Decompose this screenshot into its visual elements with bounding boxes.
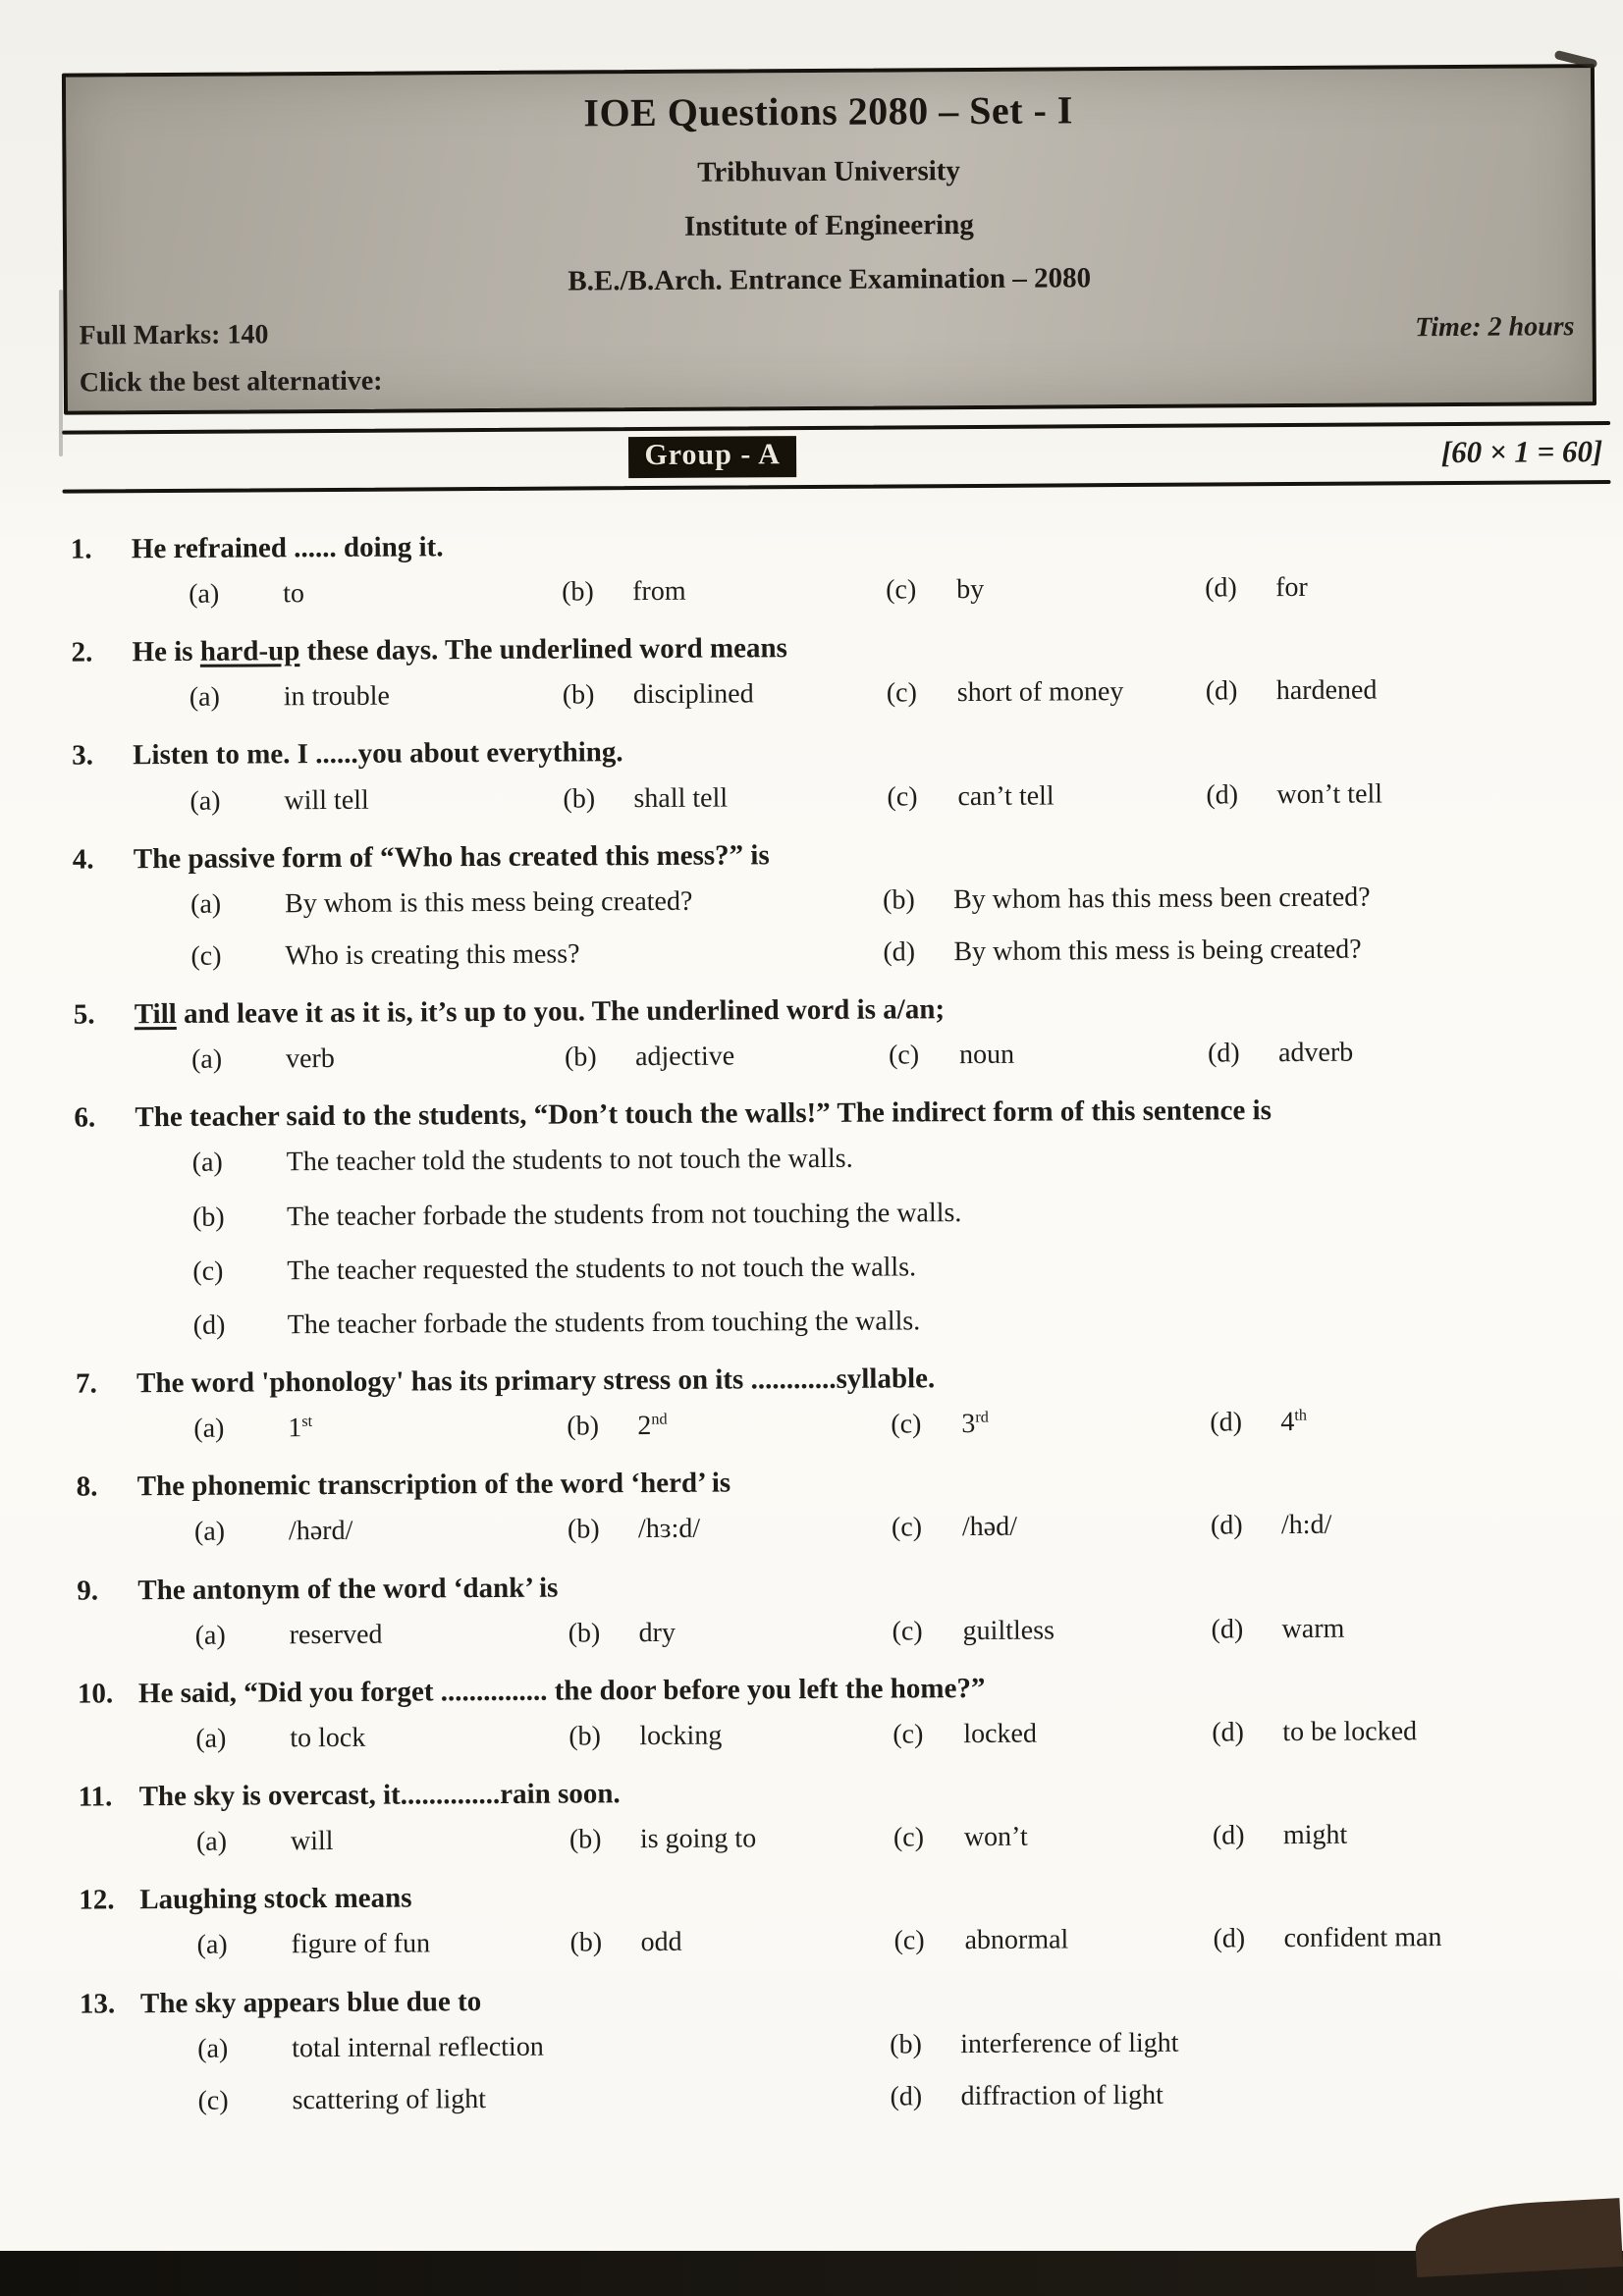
question-stem: He refrained ...... doing it. xyxy=(131,531,444,565)
option-text-b: adjective xyxy=(634,1041,735,1073)
question-head xyxy=(79,1871,1590,1921)
option-text-a: in trouble xyxy=(283,680,390,713)
option-text-b: shall tell xyxy=(633,782,729,814)
group-band xyxy=(62,427,1610,486)
option-text-a: to xyxy=(283,578,305,610)
option-c xyxy=(893,1713,1212,1753)
option-label-b: (b) xyxy=(567,1514,600,1545)
option-b xyxy=(192,1190,1586,1237)
question-4 xyxy=(73,829,1585,977)
question-stem: The passive form of “Who has created this mess?” is xyxy=(133,838,770,875)
option-a xyxy=(194,1511,568,1552)
option-text-a: /hərd/ xyxy=(288,1516,353,1547)
option-label-d: (d) xyxy=(890,2081,923,2112)
question-number: 1. xyxy=(70,533,92,565)
option-label-b: (b) xyxy=(568,1824,602,1855)
question-10 xyxy=(78,1664,1590,1759)
scan-shadow-bottom xyxy=(0,2251,1623,2296)
question-number: 10. xyxy=(77,1678,114,1710)
question-head xyxy=(73,829,1584,880)
option-b xyxy=(562,571,886,612)
exam-header-box xyxy=(62,64,1596,415)
option-text-c: abnormal xyxy=(964,1924,1069,1956)
option-text-a: The teacher told the students to not touch the walls. xyxy=(286,1144,853,1178)
option-label-b: (b) xyxy=(562,576,594,608)
option-a xyxy=(192,1136,1586,1183)
question-stem: The sky appears blue due to xyxy=(139,1985,482,2019)
options-row xyxy=(197,2021,1592,2120)
option-text-d: /h:d/ xyxy=(1280,1510,1332,1541)
option-c xyxy=(889,1035,1208,1075)
option-text-a: By whom is this mess being created? xyxy=(284,885,693,920)
option-label-b: (b) xyxy=(569,1927,603,1958)
option-text-a: figure of fun xyxy=(291,1928,431,1960)
option-b xyxy=(883,877,1584,920)
options-row xyxy=(196,1814,1590,1861)
option-label-d: (d) xyxy=(1205,572,1237,604)
option-text-d: hardened xyxy=(1275,674,1378,707)
question-head xyxy=(74,1089,1585,1139)
option-text-c: 3rd xyxy=(961,1408,989,1440)
question-number: 4. xyxy=(72,843,94,876)
option-c xyxy=(887,672,1206,713)
option-a xyxy=(191,1039,565,1080)
option-text-b: odd xyxy=(640,1927,682,1958)
option-text-a: to lock xyxy=(290,1722,366,1754)
option-text-b: dry xyxy=(638,1617,676,1648)
option-text-a: reserved xyxy=(289,1619,383,1650)
option-text-c: guiltless xyxy=(962,1615,1055,1646)
option-a xyxy=(190,881,883,923)
option-text-b: By whom has this mess been created? xyxy=(952,881,1371,915)
option-text-c: short of money xyxy=(956,676,1124,709)
marks-time-row xyxy=(79,311,1580,351)
question-number: 12. xyxy=(79,1884,115,1916)
option-label-c: (c) xyxy=(192,1255,224,1287)
option-label-b: (b) xyxy=(562,679,595,711)
option-label-a: (a) xyxy=(194,1620,226,1651)
option-label-c: (c) xyxy=(190,940,222,972)
option-a xyxy=(196,1821,569,1862)
question-number: 8. xyxy=(76,1470,98,1503)
question-stem: Laughing stock means xyxy=(139,1882,412,1916)
question-number: 5. xyxy=(73,998,95,1031)
option-label-c: (c) xyxy=(888,1040,920,1071)
question-stem: The sky is overcast, it..............rain soon. xyxy=(138,1778,621,1813)
option-text-b: from xyxy=(632,575,686,608)
question-head xyxy=(79,1767,1590,1817)
question-9 xyxy=(77,1561,1589,1656)
options-row xyxy=(194,1505,1588,1552)
option-label-c: (c) xyxy=(886,677,917,709)
option-text-c: noun xyxy=(958,1039,1015,1071)
option-label-a: (a) xyxy=(197,2033,229,2064)
option-d xyxy=(1211,1505,1588,1546)
option-b xyxy=(568,1612,893,1652)
question-number: 2. xyxy=(71,636,93,668)
institute-name: Institute of Engineering xyxy=(683,208,974,242)
option-text-c: scattering of light xyxy=(292,2083,487,2116)
options-row xyxy=(195,1608,1589,1655)
option-c xyxy=(192,1244,1586,1291)
question-head xyxy=(71,622,1582,672)
question-stem: He is hard-up these days. The underlined word means xyxy=(132,632,787,668)
option-label-c: (c) xyxy=(893,1719,924,1750)
option-label-c: (c) xyxy=(892,1615,923,1647)
option-b xyxy=(568,1509,892,1549)
option-label-b: (b) xyxy=(568,1721,602,1752)
option-text-d: won’t tell xyxy=(1276,777,1383,810)
option-label-d: (d) xyxy=(1206,778,1239,811)
option-a xyxy=(196,1924,569,1965)
group-title: Group - A xyxy=(628,436,796,478)
option-b xyxy=(568,1715,893,1755)
option-text-d: confident man xyxy=(1283,1922,1442,1954)
option-b xyxy=(567,1406,891,1446)
option-label-a: (a) xyxy=(189,578,220,610)
option-c xyxy=(891,1404,1210,1444)
option-text-a: will xyxy=(290,1826,334,1857)
options-row xyxy=(193,1401,1587,1448)
option-text-b: disciplined xyxy=(632,678,754,711)
time-label: Time: 2 hours xyxy=(1415,311,1575,344)
options-row xyxy=(196,1918,1590,1965)
option-d xyxy=(1205,566,1582,608)
question-number: 11. xyxy=(78,1781,113,1813)
options-row xyxy=(191,1032,1585,1079)
option-text-c: can’t tell xyxy=(957,780,1055,812)
option-text-c: by xyxy=(956,573,985,606)
option-label-b: (b) xyxy=(882,884,915,916)
option-text-d: adverb xyxy=(1277,1037,1354,1069)
option-label-b: (b) xyxy=(568,1618,601,1649)
option-a xyxy=(189,676,563,718)
option-label-a: (a) xyxy=(195,1723,227,1754)
question-number: 7. xyxy=(75,1367,97,1400)
option-b xyxy=(569,1922,893,1962)
question-number: 3. xyxy=(72,739,94,773)
option-label-a: (a) xyxy=(195,1826,228,1857)
question-stem: The antonym of the word ‘dank’ is xyxy=(137,1572,559,1606)
option-label-d: (d) xyxy=(192,1309,226,1341)
option-text-a: 1st xyxy=(288,1412,313,1444)
group-marks: [60 × 1 = 60] xyxy=(1440,434,1603,470)
option-a xyxy=(193,1408,567,1449)
option-text-b: is going to xyxy=(639,1823,757,1855)
underlined-word: Till xyxy=(134,998,177,1031)
option-label-d: (d) xyxy=(883,936,916,968)
option-d xyxy=(890,2073,1591,2116)
page-content xyxy=(0,64,1623,2121)
option-label-d: (d) xyxy=(1210,1407,1243,1438)
option-text-a: total internal reflection xyxy=(292,2031,544,2063)
underlined-word: hard-up xyxy=(199,635,300,668)
options-row xyxy=(189,774,1583,821)
option-label-d: (d) xyxy=(1212,1717,1245,1748)
exam-title: IOE Questions 2080 – Set - I xyxy=(583,87,1074,135)
option-label-a: (a) xyxy=(196,1930,228,1961)
option-text-b: The teacher forbade the students from not touching the walls. xyxy=(286,1197,962,1232)
option-d xyxy=(883,929,1584,972)
question-head xyxy=(72,726,1583,776)
question-head xyxy=(80,1974,1591,2024)
option-c xyxy=(197,2077,890,2119)
option-label-a: (a) xyxy=(193,1517,226,1548)
question-7 xyxy=(76,1354,1588,1449)
option-c xyxy=(893,1920,1213,1960)
question-1 xyxy=(71,519,1583,614)
question-13 xyxy=(80,1974,1592,2121)
options-row xyxy=(195,1711,1589,1758)
option-c xyxy=(190,933,883,975)
question-6 xyxy=(74,1089,1587,1346)
question-12 xyxy=(79,1871,1591,1966)
option-label-b: (b) xyxy=(567,1411,600,1442)
option-a xyxy=(189,779,563,821)
option-text-d: might xyxy=(1282,1819,1348,1851)
option-text-c: Who is creating this mess? xyxy=(285,938,580,972)
option-a xyxy=(197,2025,890,2067)
option-text-d: diffraction of light xyxy=(960,2079,1163,2111)
option-d xyxy=(1212,1608,1589,1649)
question-number: 6. xyxy=(74,1101,96,1134)
option-c xyxy=(893,1817,1213,1857)
scan-smudge-left-edge xyxy=(59,290,63,456)
option-label-b: (b) xyxy=(191,1201,225,1233)
instruction-text: Click the best alternative: xyxy=(79,365,383,399)
question-stem: Listen to me. I ......you about everything. xyxy=(133,736,623,772)
option-b xyxy=(563,777,887,818)
option-text-b: interference of light xyxy=(960,2027,1179,2059)
question-stem: Till and leave it as it is, it’s up to you. The underlined word is a/an; xyxy=(134,993,946,1031)
option-label-d: (d) xyxy=(1212,1820,1245,1851)
question-head xyxy=(71,519,1582,569)
option-b xyxy=(563,674,887,715)
question-8 xyxy=(77,1458,1589,1553)
option-text-c: /həd/ xyxy=(961,1512,1018,1543)
option-text-d: warm xyxy=(1281,1613,1345,1644)
option-label-d: (d) xyxy=(1210,1510,1243,1541)
question-stem: He said, “Did you forget ............... the door before you left the home?” xyxy=(137,1672,986,1710)
option-label-a: (a) xyxy=(189,785,221,817)
option-text-c: won’t xyxy=(963,1821,1028,1853)
option-b xyxy=(565,1037,889,1077)
option-b xyxy=(569,1819,893,1859)
option-label-c: (c) xyxy=(886,574,917,606)
question-list xyxy=(0,484,1623,2121)
option-label-c: (c) xyxy=(893,1925,925,1956)
option-d xyxy=(1212,1711,1589,1752)
option-label-c: (c) xyxy=(891,1409,922,1440)
full-marks-label: Full Marks: 140 xyxy=(79,319,269,351)
option-c xyxy=(886,569,1205,610)
option-label-a: (a) xyxy=(190,1043,223,1076)
option-text-d: to be locked xyxy=(1282,1716,1418,1747)
option-label-c: (c) xyxy=(891,1512,923,1543)
option-label-d: (d) xyxy=(1211,1613,1244,1645)
options-row xyxy=(189,669,1583,717)
option-d xyxy=(1213,1918,1590,1959)
option-d xyxy=(1210,1401,1587,1442)
option-d xyxy=(1208,1032,1585,1073)
option-text-b: locking xyxy=(639,1720,723,1751)
options-row xyxy=(190,877,1585,976)
option-label-d: (d) xyxy=(1207,1038,1240,1069)
option-text-c: locked xyxy=(963,1718,1038,1749)
question-head xyxy=(77,1561,1588,1611)
option-text-b: /hɜ:d/ xyxy=(637,1514,701,1545)
question-5 xyxy=(74,985,1586,1080)
option-label-d: (d) xyxy=(1205,675,1238,707)
option-d xyxy=(1206,774,1583,815)
exam-name: B.E./B.Arch. Entrance Examination – 2080 xyxy=(568,262,1092,297)
option-a xyxy=(195,1717,568,1758)
option-d xyxy=(1206,669,1583,711)
option-label-c: (c) xyxy=(197,2085,229,2116)
option-text-c: The teacher requested the students to not touch the walls. xyxy=(287,1252,917,1287)
question-head xyxy=(77,1458,1588,1508)
option-label-a: (a) xyxy=(191,1148,223,1179)
question-stem: The phonemic transcription of the word ‘herd’ is xyxy=(136,1467,731,1503)
option-c xyxy=(887,775,1206,816)
option-text-d: 4th xyxy=(1280,1406,1307,1438)
question-number: 13. xyxy=(79,1987,116,2020)
option-a xyxy=(189,573,562,614)
option-label-d: (d) xyxy=(1213,1923,1246,1954)
option-label-a: (a) xyxy=(193,1413,225,1445)
option-text-a: will tell xyxy=(284,784,369,816)
question-stem: The teacher said to the students, “Don’t touch the walls!” The indirect form of this sentence is xyxy=(135,1095,1272,1134)
options-row xyxy=(192,1136,1587,1345)
option-text-d: The teacher forbade the students from touching the walls. xyxy=(287,1306,921,1341)
question-number: 9. xyxy=(77,1575,99,1607)
question-head xyxy=(74,985,1585,1035)
option-text-b: 2nd xyxy=(637,1410,668,1442)
question-11 xyxy=(79,1767,1591,1862)
option-d xyxy=(1213,1814,1590,1855)
option-label-b: (b) xyxy=(564,1041,597,1073)
option-b xyxy=(890,2021,1591,2064)
options-row xyxy=(189,566,1582,614)
option-d xyxy=(193,1298,1587,1345)
option-text-d: By whom this mess is being created? xyxy=(953,934,1362,968)
option-a xyxy=(195,1614,568,1655)
university-name: Tribhuvan University xyxy=(697,155,961,188)
option-text-a: verb xyxy=(285,1043,335,1075)
option-label-c: (c) xyxy=(893,1822,925,1853)
question-head xyxy=(76,1354,1587,1404)
option-label-c: (c) xyxy=(887,780,918,813)
option-label-a: (a) xyxy=(189,681,220,714)
option-label-b: (b) xyxy=(890,2028,922,2060)
option-c xyxy=(893,1610,1212,1650)
question-stem: The word 'phonology' has its primary stress on its ............syllable. xyxy=(135,1362,936,1400)
question-head xyxy=(78,1664,1589,1714)
question-2 xyxy=(71,622,1583,718)
option-label-b: (b) xyxy=(563,782,596,815)
option-c xyxy=(892,1507,1211,1547)
option-text-d: for xyxy=(1275,571,1308,604)
question-3 xyxy=(72,726,1584,822)
option-label-a: (a) xyxy=(189,888,222,920)
